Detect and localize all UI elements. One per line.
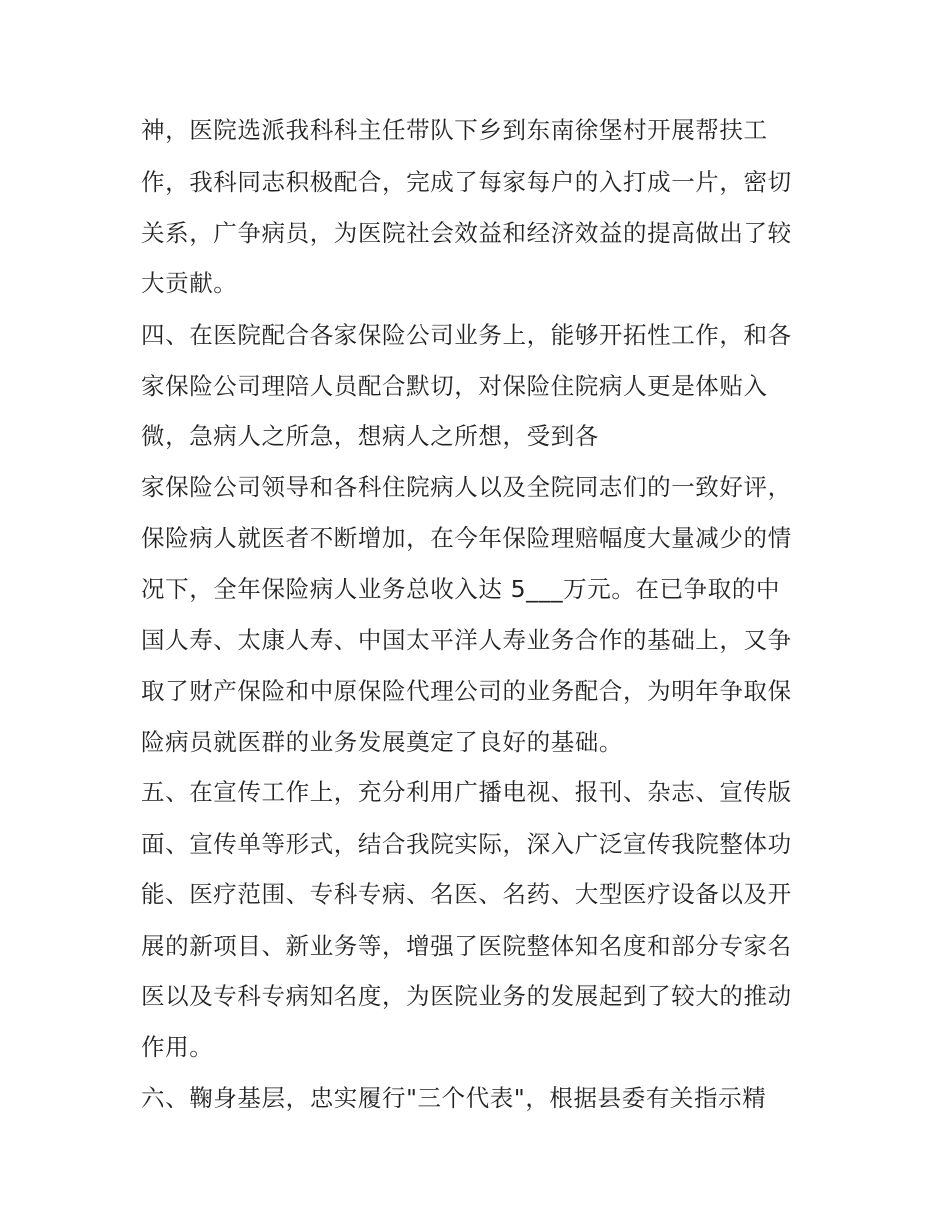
text-line-10: 况下，全年保险病人业务总收入达 5___万元。在已争取的中	[141, 575, 781, 603]
text-line-7: 微，急病人之所急，想病人之所想，受到各	[141, 422, 599, 450]
text-line-4: 大贡献。	[141, 269, 238, 297]
text-line-12: 取了财产保险和中原保险代理公司的业务配合，为明年争取保	[141, 677, 792, 705]
text-line-6: 家保险公司理陪人员配合默切，对保险住院病人更是体贴入	[141, 372, 768, 400]
text-line-3: 关系，广争病员，为医院社会效益和经济效益的提高做出了较	[141, 219, 792, 247]
text-line-18: 医以及专科专病知名度，为医院业务的发展起到了较大的推动	[141, 982, 792, 1010]
text-line-13: 险病员就医群的业务发展奠定了良好的基础。	[141, 728, 623, 756]
text-line-9: 保险病人就医者不断增加，在今年保险理赔幅度大量减少的情	[141, 524, 792, 552]
text-line-15: 面、宣传单等形式，结合我院实际，深入广泛宣传我院整体功	[141, 830, 792, 858]
text-line-2: 作，我科同志积极配合，完成了每家每户的入打成一片，密切	[141, 168, 792, 196]
text-line-11: 国人寿、太康人寿、中国太平洋人寿业务合作的基础上，又争	[141, 626, 792, 654]
text-line-14: 五、在宣传工作上，充分利用广播电视、报刊、杂志、宣传版	[141, 778, 792, 806]
text-line-16: 能、医疗范围、专科专病、名医、名药、大型医疗设备以及开	[141, 880, 792, 908]
text-line-20: 六、鞠身基层，忠实履行"三个代表"，根据县委有关指示精	[141, 1084, 767, 1112]
text-line-1: 神，医院选派我科科主任带队下乡到东南徐堡村开展帮扶工	[141, 116, 768, 144]
text-line-5: 四、在医院配合各家保险公司业务上，能够开拓性工作，和各	[141, 321, 792, 349]
text-line-8: 家保险公司领导和各科住院病人以及全院同志们的一致好评，	[141, 473, 792, 501]
text-line-17: 展的新项目、新业务等，增强了医院整体知名度和部分专家名	[141, 932, 792, 960]
text-line-19: 作用。	[141, 1033, 214, 1061]
